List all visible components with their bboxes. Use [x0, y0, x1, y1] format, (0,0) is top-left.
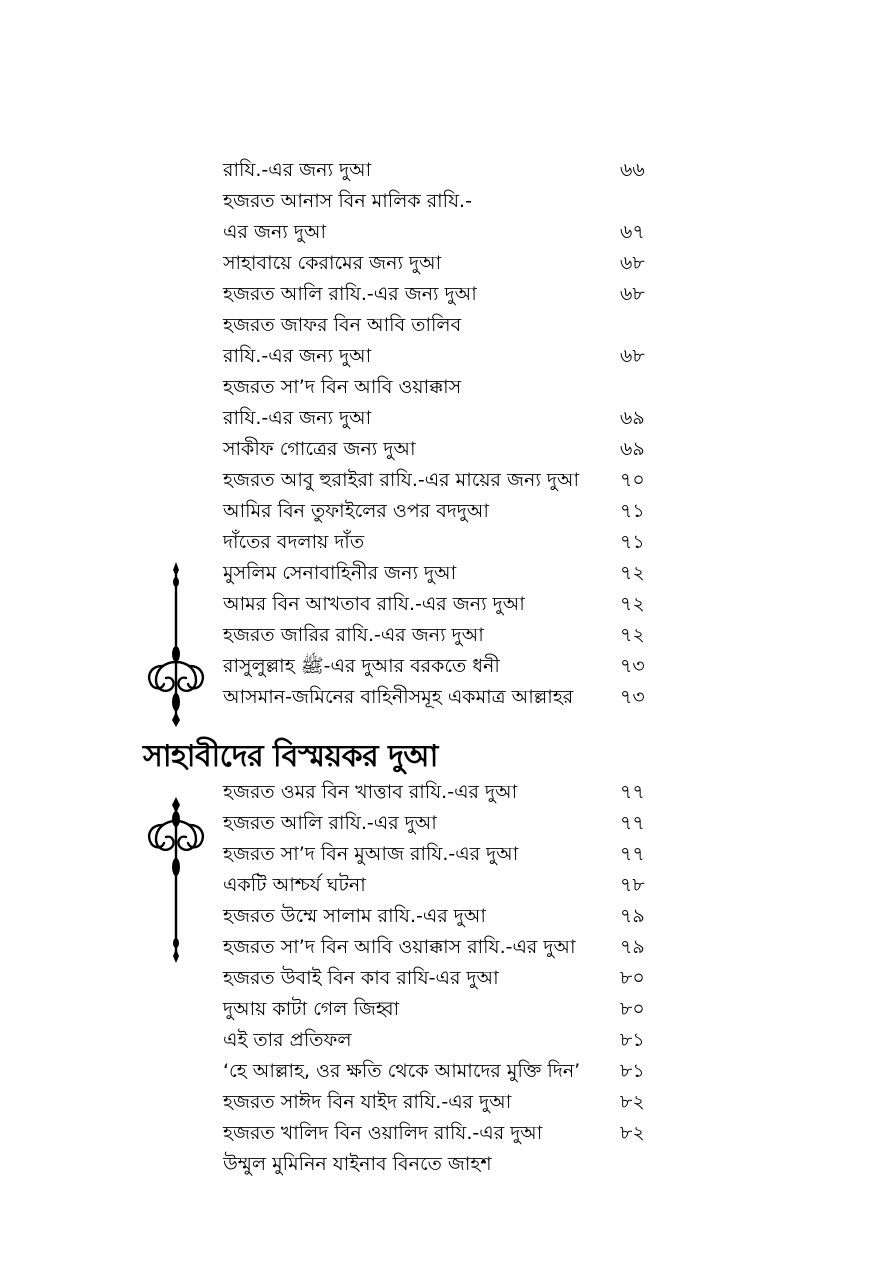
section-heading: সাহাবীদের বিস্ময়কর দুআ: [143, 739, 438, 774]
vertical-flourish-ornament: [142, 797, 210, 963]
toc-entry-page: ৬৮: [620, 252, 645, 274]
toc-entry-title: হজরত উবাই বিন কাব রাযি-এর দুআ: [223, 967, 499, 989]
toc-entry-page: ৭৮: [620, 874, 645, 896]
toc-entry-page: ৮২: [620, 1122, 645, 1144]
toc-entry-title: হজরত খালিদ বিন ওয়ালিদ রাযি.-এর দুআ: [223, 1122, 543, 1144]
vertical-flourish-ornament: [142, 562, 210, 727]
toc-entry: [223, 496, 653, 527]
toc-entry-title: রাসুলুল্লাহ ﷺ-এর দুআর বরকতে ধনী: [223, 655, 500, 677]
toc-entry: [223, 310, 653, 341]
toc-entry-title: আমর বিন আখতাব রাযি.-এর জন্য দুআ: [223, 593, 525, 615]
toc-entry: [223, 901, 653, 932]
toc-entry: [223, 1149, 653, 1180]
toc-entry: [223, 465, 653, 496]
toc-entry-title: একটি আশ্চর্য ঘটনা: [223, 874, 366, 896]
toc-entry-page: ৭৩: [620, 655, 645, 677]
toc-entry-page: ৬৮: [620, 283, 645, 305]
toc-entry-page: ৭৯: [620, 905, 645, 927]
toc-entry: [223, 839, 653, 870]
toc-entry-page: ৭২: [620, 593, 645, 615]
toc-entry: [223, 870, 653, 901]
toc-entry-page: ৭৭: [620, 781, 645, 803]
toc-entry-page: ৭৩: [620, 686, 645, 708]
toc-entry-title: ‘হে আল্লাহ, ওর ক্ষতি থেকে আমাদের মুক্তি দিন’: [223, 1060, 581, 1082]
toc-entry: [223, 558, 653, 589]
toc-entry-title: হজরত সা’দ বিন মুআজ রাযি.-এর দুআ: [223, 843, 519, 865]
toc-entry-title: হজরত আলি রাযি.-এর দুআ: [223, 812, 437, 834]
toc-entry: [223, 1087, 653, 1118]
toc-entry-page: ৮১: [620, 1029, 645, 1051]
toc-entry-title: আমির বিন তুফাইলের ওপর বদদুআ: [223, 500, 489, 522]
toc-entry-page: ৭০: [620, 469, 645, 491]
toc-entry: [223, 527, 653, 558]
toc-entry-page: ৭৭: [620, 812, 645, 834]
toc-entry-page: ৮০: [620, 967, 645, 989]
toc-entry: [223, 434, 653, 465]
toc-entry: [223, 1025, 653, 1056]
toc-entry-title: দাঁতের বদলায় দাঁত: [223, 531, 365, 553]
toc-entry: [223, 1056, 653, 1087]
toc-entry: [223, 217, 653, 248]
toc-entry: [223, 1118, 653, 1149]
toc-entry-title: হজরত আনাস বিন মালিক রাযি.-: [223, 190, 472, 212]
toc-entry: [223, 620, 653, 651]
toc-entry: [223, 155, 653, 186]
toc-entry-title: হজরত সা’দ বিন আবি ওয়াক্কাস: [223, 376, 462, 398]
toc-entry-page: ৭১: [620, 500, 645, 522]
toc-entry-page: ৭২: [620, 624, 645, 646]
toc-entry: [223, 651, 653, 682]
toc-entry-page: ৭৭: [620, 843, 645, 865]
toc-entry-page: ৬৯: [620, 438, 645, 460]
toc-entry: [223, 589, 653, 620]
toc-entry: [223, 777, 653, 808]
toc-entry-title: সাকীফ গোত্রের জন্য দুআ: [223, 438, 416, 460]
toc-entry-title: মুসলিম সেনাবাহিনীর জন্য দুআ: [223, 562, 457, 584]
toc-entry-title: হজরত আবু হুরাইরা রাযি.-এর মায়ের জন্য দুআ: [223, 469, 580, 491]
toc-entry-page: ৬৮: [620, 345, 645, 367]
toc-entry-page: ৭৯: [620, 936, 645, 958]
toc-entry-title: এর জন্য দুআ: [223, 221, 326, 243]
toc-entry-title: আসমান-জমিনের বাহিনীসমূহ একমাত্র আল্লাহর: [223, 686, 574, 708]
toc-entry-page: ৭১: [620, 531, 645, 553]
toc-entry-page: ৬৭: [620, 221, 645, 243]
toc-entry-title: এই তার প্রতিফল: [223, 1029, 352, 1051]
toc-entry-title: হজরত জারির রাযি.-এর জন্য দুআ: [223, 624, 484, 646]
toc-entry: [223, 403, 653, 434]
toc-entry-title: রাযি.-এর জন্য দুআ: [223, 159, 372, 181]
toc-entry-page: ৬৯: [620, 407, 645, 429]
toc-entry: [223, 808, 653, 839]
toc-entry: [223, 994, 653, 1025]
toc-entry: [223, 279, 653, 310]
toc-entry-title: রাযি.-এর জন্য দুআ: [223, 407, 372, 429]
toc-entry: [223, 682, 653, 713]
toc-entry: [223, 248, 653, 279]
toc-entry-title: দুআয় কাটা গেল জিহ্বা: [223, 998, 400, 1020]
toc-entry-page: ৮০: [620, 998, 645, 1020]
toc-entry: [223, 963, 653, 994]
toc-entry-title: হজরত জাফর বিন আবি তালিব: [223, 314, 462, 336]
toc-entry-page: ৮১: [620, 1060, 645, 1082]
toc-entry-title: উম্মুল মুমিনিন যাইনাব বিনতে জাহশ: [223, 1153, 492, 1175]
toc-entry: [223, 932, 653, 963]
toc-entry-title: হজরত সা’দ বিন আবি ওয়াক্কাস রাযি.-এর দুআ: [223, 936, 576, 958]
toc-entry-title: হজরত আলি রাযি.-এর জন্য দুআ: [223, 283, 477, 305]
toc-entry-title: হজরত উম্মে সালাম রাযি.-এর দুআ: [223, 905, 486, 927]
toc-entry-title: রাযি.-এর জন্য দুআ: [223, 345, 372, 367]
toc-entry: [223, 372, 653, 403]
toc-list-top: [223, 155, 653, 713]
toc-entry: [223, 186, 653, 217]
toc-entry-page: ৮২: [620, 1091, 645, 1113]
toc-entry-page: ৬৬: [620, 159, 645, 181]
toc-entry: [223, 341, 653, 372]
toc-entry-title: হজরত ওমর বিন খাত্তাব রাযি.-এর দুআ: [223, 781, 518, 803]
toc-entry-page: ৭২: [620, 562, 645, 584]
toc-list-bottom: [223, 777, 653, 1180]
toc-entry-title: হজরত সাঈদ বিন যাইদ রাযি.-এর দুআ: [223, 1091, 512, 1113]
toc-entry-title: সাহাবায়ে কেরামের জন্য দুআ: [223, 252, 442, 274]
